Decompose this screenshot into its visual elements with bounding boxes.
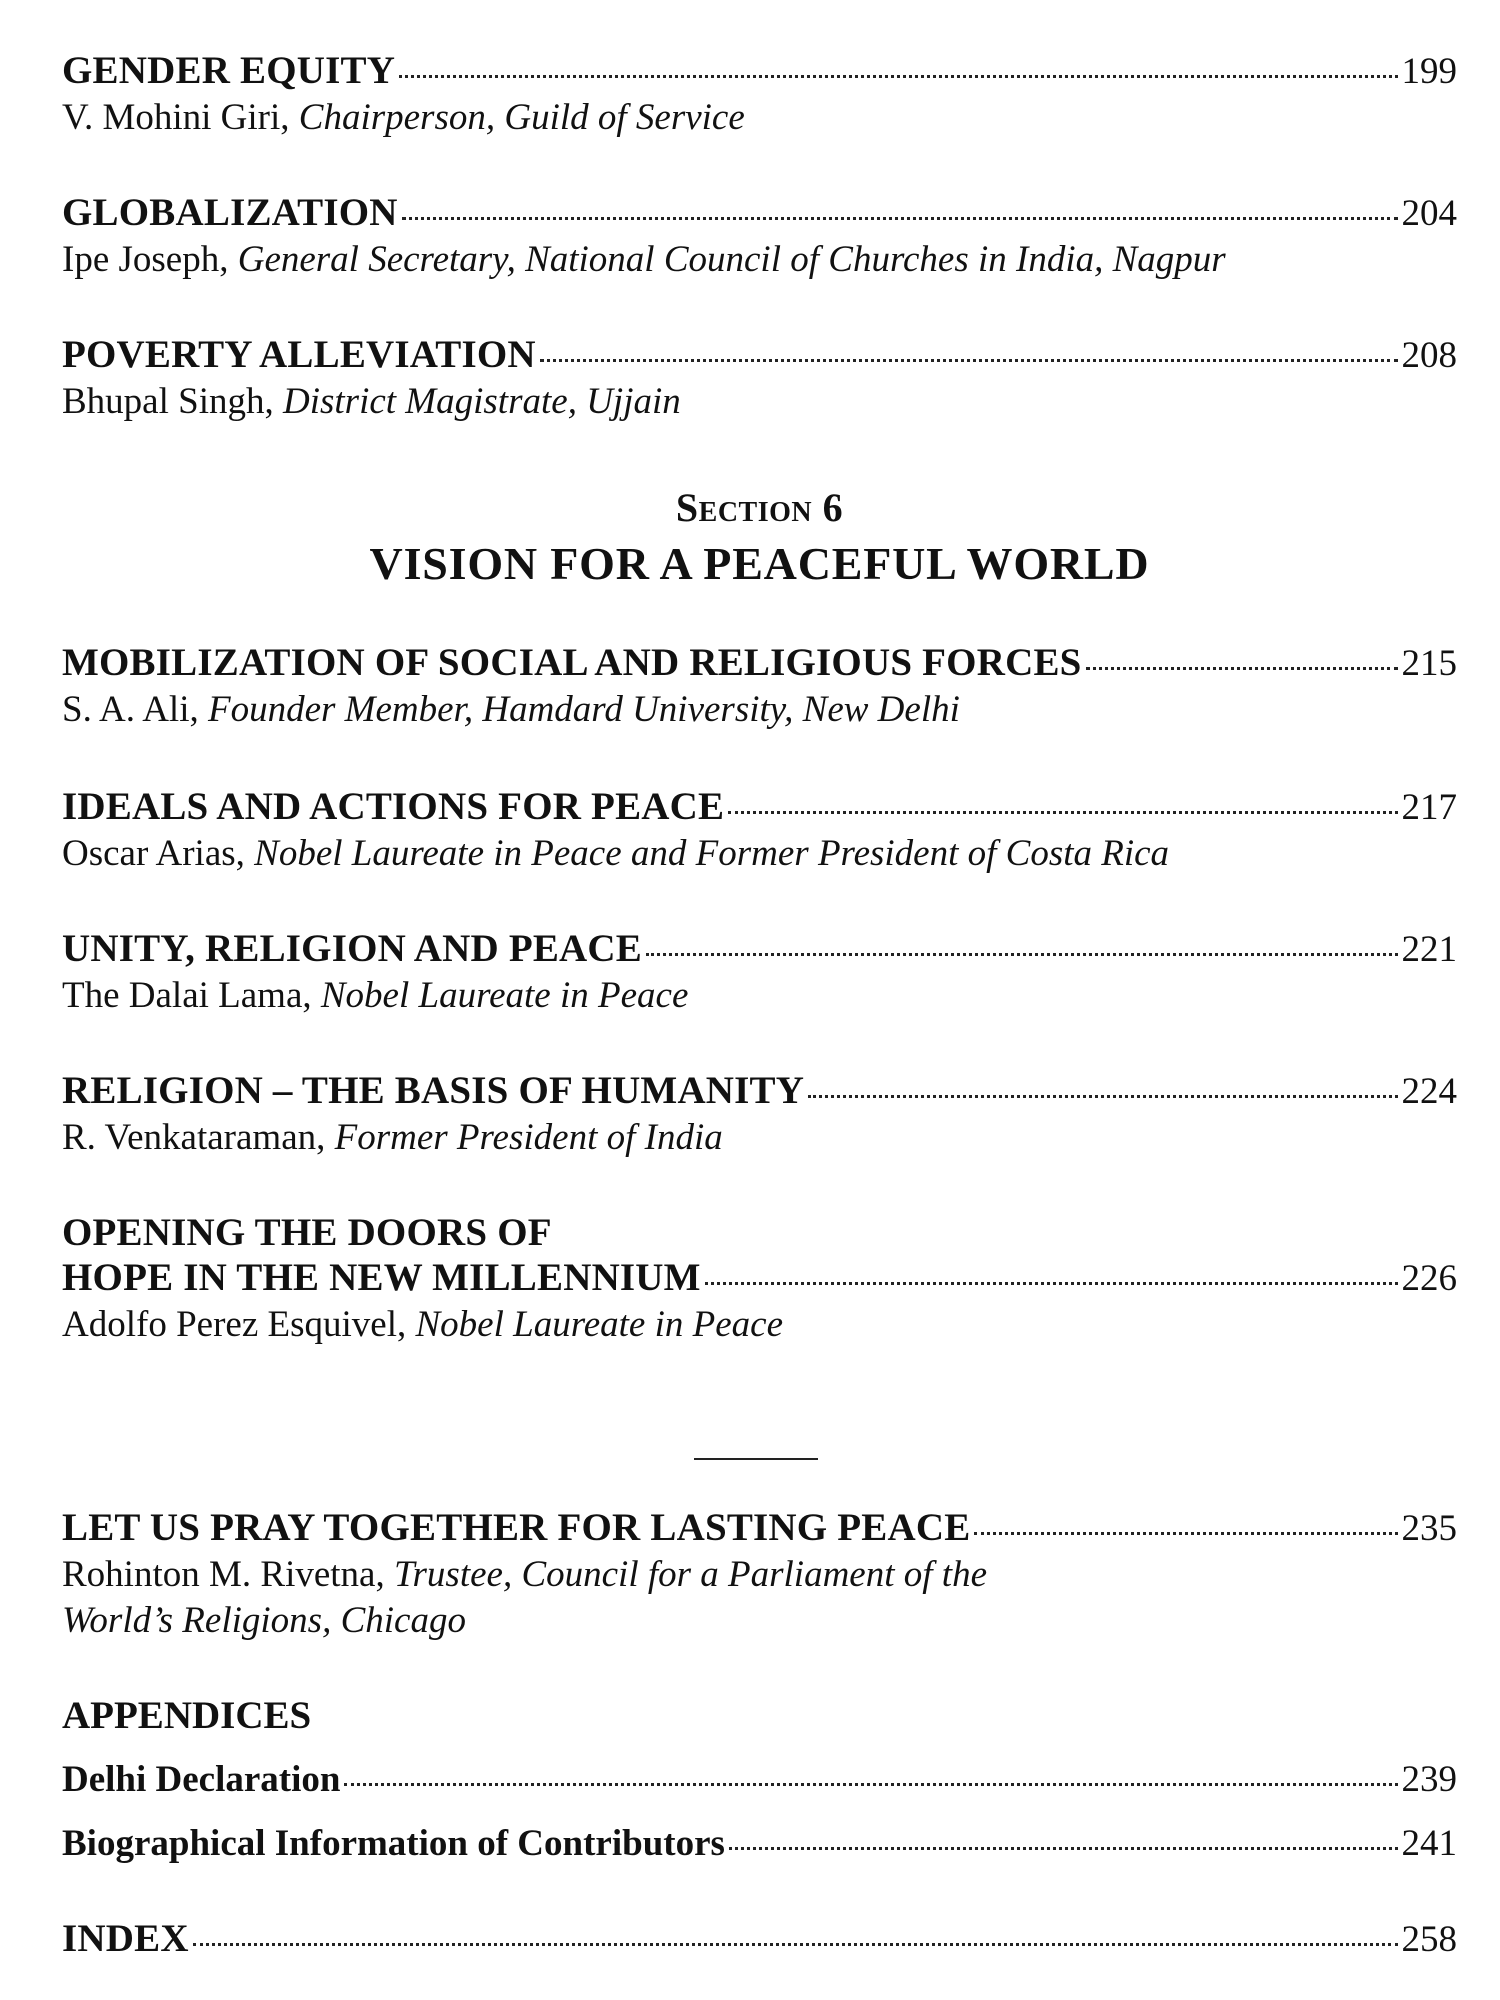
toc-entry-title: IDEALS AND ACTIONS FOR PEACE — [62, 785, 725, 828]
toc-entry-page: 204 — [1401, 193, 1457, 234]
dot-leader — [705, 1282, 1398, 1285]
toc-entry-page: 239 — [1401, 1759, 1457, 1800]
dot-leader — [728, 811, 1397, 814]
author-role: Founder Member, Hamdard University, New Delhi — [208, 689, 960, 730]
author-name: Bhupal Singh — [62, 381, 265, 422]
author-role: District Magistrate, Ujjain — [283, 381, 681, 422]
toc-entry-title: RELIGION – THE BASIS OF HUMANITY — [62, 1069, 805, 1112]
toc-entry-page: 226 — [1401, 1258, 1457, 1299]
toc-entry-title: GENDER EQUITY — [62, 49, 396, 92]
dot-leader — [402, 217, 1398, 220]
toc-entry-title: Delhi Declaration — [62, 1759, 341, 1800]
section-heading — [62, 484, 1457, 590]
dot-leader — [193, 1943, 1398, 1946]
appendices-heading: APPENDICES — [62, 1694, 312, 1737]
toc-entry-page: 199 — [1401, 51, 1457, 92]
toc-entry-author: S. A. Ali, Founder Member, Hamdard University, New Delhi — [62, 689, 960, 730]
toc-entry-title: POVERTY ALLEVIATION — [62, 333, 536, 376]
toc-entry-title: MOBILIZATION OF SOCIAL AND RELIGIOUS FORCES — [62, 641, 1082, 684]
toc-entry-author: V. Mohini Giri, Chairperson, Guild of Service — [62, 97, 745, 138]
author-role: Chairperson, Guild of Service — [298, 97, 745, 138]
toc-entry-title: Biographical Information of Contributors — [62, 1823, 725, 1864]
author-name: Ipe Joseph — [62, 239, 220, 280]
author-name: S. A. Ali — [62, 689, 190, 730]
dot-leader — [808, 1095, 1397, 1098]
author-name: R. Venkataraman — [62, 1117, 317, 1158]
toc-entry-title: INDEX — [62, 1917, 189, 1960]
divider-rule — [694, 1458, 818, 1460]
section-title: VISION FOR A PEACEFUL WORLD — [369, 538, 1150, 589]
toc-entry-author: Adolfo Perez Esquivel, Nobel Laureate in Peace — [62, 1304, 783, 1345]
toc-page — [62, 0, 1457, 2000]
toc-entry-page: 221 — [1401, 929, 1457, 970]
section-label: Section 6 — [675, 485, 844, 530]
dot-leader — [344, 1783, 1397, 1786]
author-role: Former President of India — [334, 1117, 723, 1158]
author-name: Oscar Arias — [62, 833, 236, 874]
toc-entry-row — [62, 1068, 1457, 1113]
toc-entry-author: Oscar Arias, Nobel Laureate in Peace and Former President of Costa Rica — [62, 833, 1170, 874]
toc-entry-let-us-pray[interactable] — [62, 1505, 1457, 1644]
toc-entry-poverty-alleviation[interactable] — [62, 332, 1457, 425]
toc-entry-row — [62, 926, 1457, 971]
toc-entry-page: 215 — [1401, 643, 1457, 684]
toc-entry-row — [62, 190, 1457, 235]
toc-entry-page: 208 — [1401, 335, 1457, 376]
author-role: Nobel Laureate in Peace — [415, 1304, 783, 1345]
toc-entry-opening-doors[interactable] — [62, 1210, 1457, 1348]
toc-entry-biographical-information[interactable] — [62, 1822, 1457, 1865]
dot-leader — [1086, 667, 1398, 670]
author-role: Nobel Laureate in Peace and Former President of Costa Rica — [254, 833, 1170, 874]
toc-entry-row — [62, 332, 1457, 377]
toc-entry-page: 258 — [1401, 1919, 1457, 1960]
toc-entry-ideals-and-actions[interactable] — [62, 784, 1457, 877]
toc-entry-row — [62, 640, 1457, 685]
toc-entry-author: R. Venkataraman, Former President of India — [62, 1117, 723, 1158]
toc-entry-unity-religion[interactable] — [62, 926, 1457, 1019]
toc-entry-title: GLOBALIZATION — [62, 191, 398, 234]
author-role-line2: World’s Religions, Chicago — [62, 1600, 466, 1641]
toc-entry-row — [62, 1505, 1457, 1550]
toc-entry-page: 217 — [1401, 787, 1457, 828]
toc-entry-index[interactable] — [62, 1916, 1457, 1961]
toc-entry-delhi-declaration[interactable] — [62, 1758, 1457, 1801]
toc-entry-page: 235 — [1401, 1508, 1457, 1549]
toc-entry-page: 224 — [1401, 1071, 1457, 1112]
toc-entry-row — [62, 48, 1457, 93]
dot-leader — [540, 359, 1398, 362]
toc-entry-row — [62, 1758, 1457, 1801]
toc-entry-mobilization[interactable] — [62, 640, 1457, 733]
dot-leader — [729, 1847, 1398, 1850]
toc-entry-globalization[interactable] — [62, 190, 1457, 283]
toc-entry-author: The Dalai Lama, Nobel Laureate in Peace — [62, 975, 689, 1016]
author-role-line1: Trustee, Council for a Parliament of the — [393, 1554, 987, 1595]
dot-leader — [974, 1532, 1397, 1535]
author-name: Rohinton M. Rivetna — [62, 1554, 376, 1595]
toc-entry-row — [62, 784, 1457, 829]
toc-entry-row — [62, 1255, 1457, 1300]
author-name: Adolfo Perez Esquivel — [62, 1304, 397, 1345]
dot-leader — [399, 75, 1397, 78]
toc-entry-gender-equity[interactable] — [62, 48, 1457, 141]
toc-entry-title: UNITY, RELIGION AND PEACE — [62, 927, 643, 970]
author-role: Nobel Laureate in Peace — [320, 975, 689, 1016]
toc-entry-author: Rohinton M. Rivetna, Trustee, Council for a Parliament of the World’s Religions, Chicago — [62, 1554, 987, 1641]
toc-entry-author: Ipe Joseph, General Secretary, National Council of Churches in India, Nagpur — [62, 239, 1226, 280]
toc-entry-religion-basis[interactable] — [62, 1068, 1457, 1161]
toc-entry-author: Bhupal Singh, District Magistrate, Ujjain — [62, 381, 681, 422]
toc-entry-page: 241 — [1401, 1823, 1457, 1864]
toc-entry-title-line1: OPENING THE DOORS OF — [62, 1211, 552, 1254]
toc-entry-row — [62, 1822, 1457, 1865]
toc-entry-title-line2: HOPE IN THE NEW MILLENNIUM — [62, 1256, 701, 1299]
toc-entry-title: LET US PRAY TOGETHER FOR LASTING PEACE — [62, 1506, 971, 1549]
author-role: General Secretary, National Council of Churches in India, Nagpur — [237, 239, 1226, 280]
dot-leader — [646, 953, 1397, 956]
author-name: The Dalai Lama — [62, 975, 303, 1016]
toc-entry-row — [62, 1916, 1457, 1961]
author-name: V. Mohini Giri — [62, 97, 281, 138]
